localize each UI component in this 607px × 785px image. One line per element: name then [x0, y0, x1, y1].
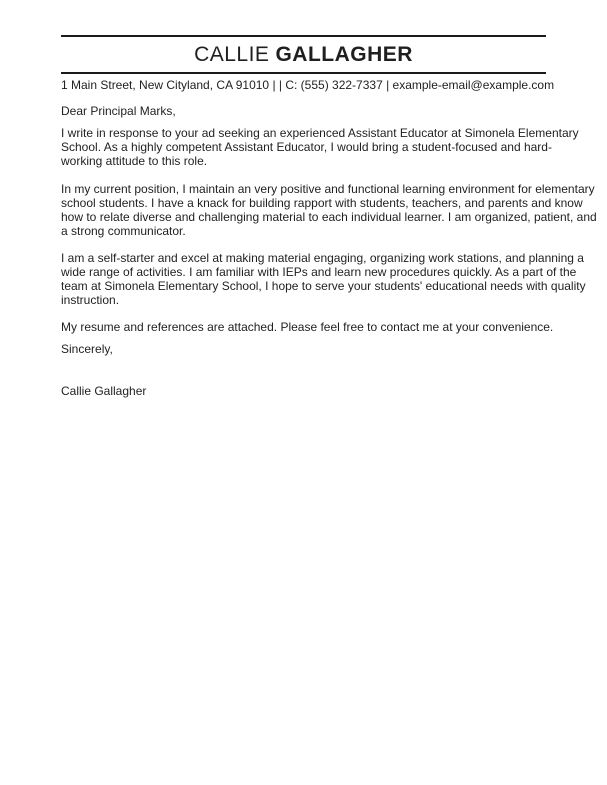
- letter-author-name: [61, 37, 546, 72]
- letter-content: [61, 35, 597, 398]
- paragraph-line: school students. I have a knack for building rapport with students, teachers, and parents and know: [61, 196, 583, 210]
- author-last-name: GALLAGHER: [275, 43, 413, 66]
- body-paragraph: [61, 126, 579, 168]
- body-paragraph: [61, 182, 597, 238]
- paragraph-line: working attitude to this role.: [61, 154, 208, 168]
- paragraph-line: School. As a highly competent Assistant Educator, I would bring a student-focused and hard-: [61, 140, 552, 154]
- paragraph-line: I am a self-starter and excel at making material engaging, organizing work stations, and planning a: [61, 251, 584, 265]
- paragraph-line: I write in response to your ad seeking an experienced Assistant Educator at Simonela Elementary: [61, 126, 579, 140]
- closing: Sincerely,: [61, 342, 113, 356]
- salutation: Dear Principal Marks,: [61, 104, 176, 118]
- paragraph-line: instruction.: [61, 293, 120, 307]
- signature-name: Callie Gallagher: [61, 384, 147, 398]
- contact-info: 1 Main Street, New Cityland, CA 91010 | | C: (555) 322-7337 | example-email@example.com: [61, 78, 555, 92]
- paragraph-line: wide range of activities. I am familiar with IEPs and learn new procedures quickly. As a part of the: [61, 265, 577, 279]
- paragraph-line: team at Simonela Elementary School, I hope to serve your students' educational needs with quality: [61, 279, 586, 293]
- paragraph-line: My resume and references are attached. Please feel free to contact me at your convenience.: [61, 320, 554, 334]
- author-first-name: CALLIE: [194, 43, 270, 66]
- paragraph-line: In my current position, I maintain an very positive and functional learning environment for elementary: [61, 182, 595, 196]
- body-paragraph: [61, 320, 554, 334]
- paragraph-line: how to relate diverse and challenging material to each individual learner. I am organized, patient, and: [61, 210, 597, 224]
- paragraph-line: a strong communicator.: [61, 224, 186, 238]
- body-paragraph: [61, 251, 586, 307]
- header-rule-bottom: [61, 72, 546, 74]
- letter-body: [61, 104, 597, 398]
